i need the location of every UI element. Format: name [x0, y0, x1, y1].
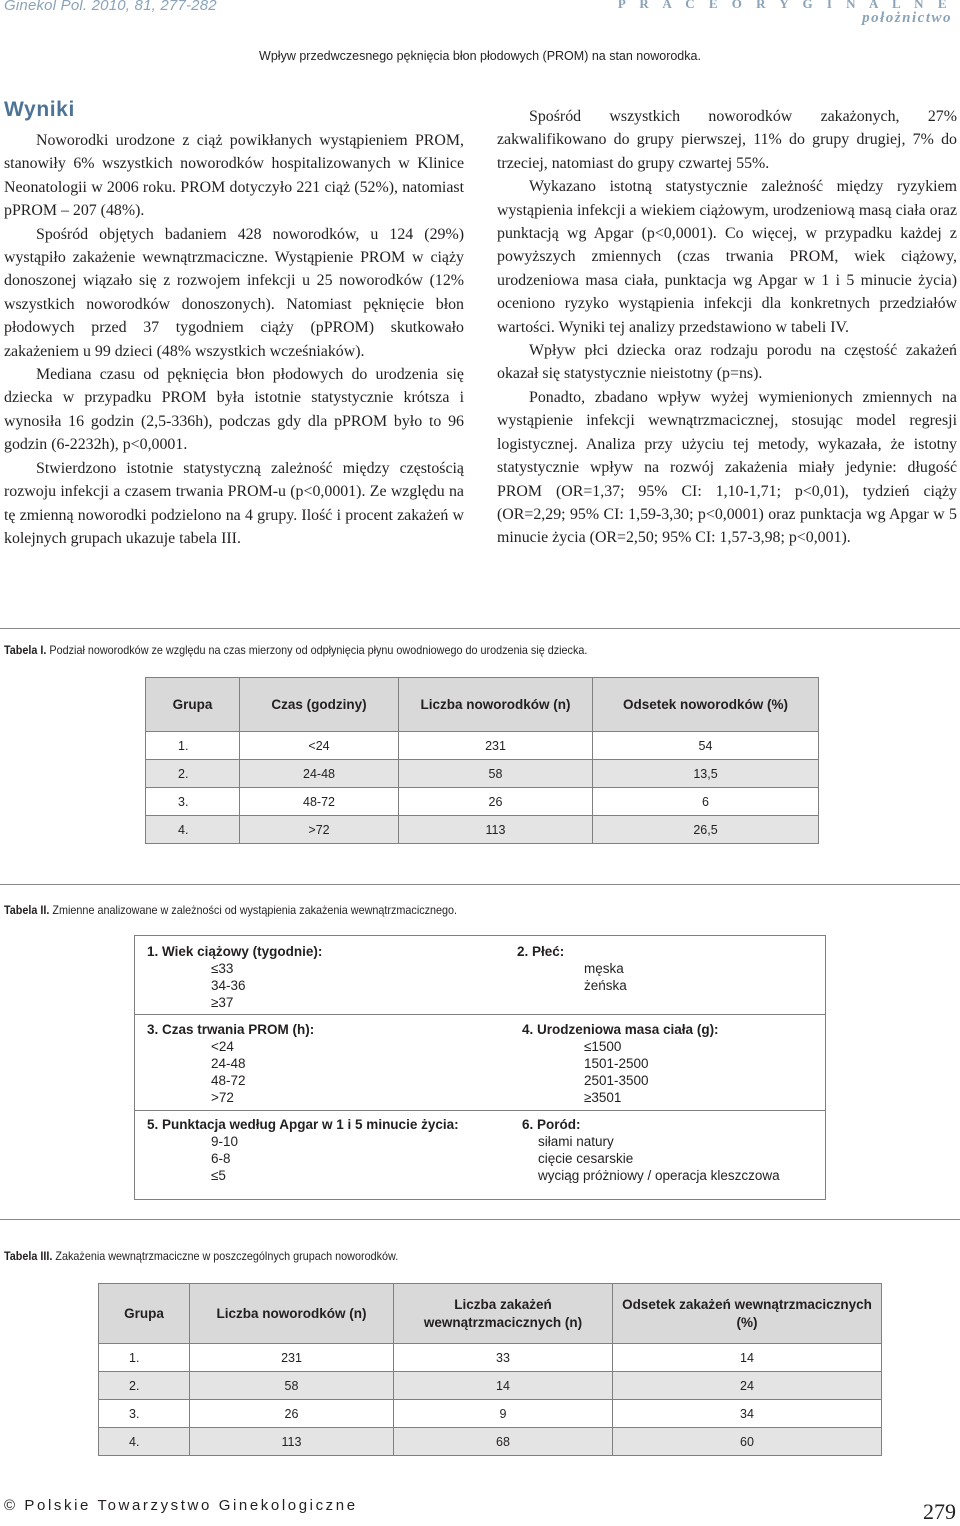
- table-header: Grupa: [146, 678, 240, 732]
- table-caption-text: Podział noworodków ze względu na czas mierzony od odpłynięcia płynu owodniowego do urodzenia się dziecka.: [49, 643, 588, 657]
- variable-item: siłami natury: [538, 1134, 614, 1149]
- row-divider: [135, 1110, 825, 1111]
- table-cell: 33: [394, 1344, 613, 1372]
- paragraph: Stwierdzono istotnie statystyczną zależność między częstością rozwoju infekcji a czasem trwania PROM-u (p<0,0001). Ze względu na tę zmienną noworodki podzielono na 4 grupy. Ilość i procent zakażeń w kolejnych grupach ukazuje tabela III.: [4, 459, 464, 547]
- table-header: Grupa: [99, 1284, 190, 1344]
- paragraph: Spośród objętych badaniem 428 noworodków, u 124 (29%) wystąpiło zakażenie wewnątrzmaciczne. Wystąpienie PROM w ciąży donoszonej wiązało się z rozwojem infekcji u 25 noworodków (12% wszystkich noworodków donoszonych). Natomiast pęknięcie błon płodowych przed 37 tygodniem ciąży (pPROM) skutkowało zakażeniem u 99 dzieci (48% wszystkich wcześniaków).: [4, 225, 464, 360]
- table-cell: <24: [240, 732, 399, 760]
- table-row: [146, 816, 819, 844]
- table-cell: 14: [613, 1344, 882, 1372]
- table-row: [99, 1400, 882, 1428]
- table-label: Tabela III.: [4, 1249, 53, 1263]
- table-header: Czas (godziny): [240, 678, 399, 732]
- table-row: [99, 1372, 882, 1400]
- variable-title: 1. Wiek ciążowy (tygodnie):: [147, 944, 323, 959]
- table-cell: 2.: [99, 1372, 190, 1400]
- running-title: Wpływ przedwczesnego pęknięcia błon płodowych (PROM) na stan noworodka.: [259, 49, 701, 63]
- table-cell: 2.: [146, 760, 240, 788]
- variable-item: ≥3501: [584, 1090, 622, 1105]
- paragraph: Wpływ płci dziecka oraz rodzaju porodu na częstość zakażeń okazał się statystycznie nieistotny (p=ns).: [497, 342, 957, 383]
- table-row: [146, 732, 819, 760]
- table-cell: 14: [394, 1372, 613, 1400]
- variable-item: 1501-2500: [584, 1056, 649, 1071]
- variable-block: [522, 1021, 719, 1106]
- variable-item: wyciąg próżniowy / operacja kleszczowa: [538, 1168, 780, 1183]
- table-row: [146, 760, 819, 788]
- table-cell: 231: [399, 732, 593, 760]
- variable-block: [147, 943, 322, 1011]
- publisher-footer: © Polskie Towarzystwo Ginekologiczne: [4, 1497, 358, 1514]
- table-header: Odsetek noworodków (%): [593, 678, 819, 732]
- variable-block: [147, 1021, 314, 1106]
- table-header: Liczba noworodków (n): [399, 678, 593, 732]
- table-cell: 4.: [146, 816, 240, 844]
- table-cell: 113: [399, 816, 593, 844]
- table-caption: [4, 1249, 398, 1263]
- table-cell: 231: [190, 1344, 394, 1372]
- table-1: [145, 677, 819, 844]
- table-cell: 13,5: [593, 760, 819, 788]
- table-cell: 48-72: [240, 788, 399, 816]
- variable-item: żeńska: [584, 978, 627, 993]
- table-label: Tabela I.: [4, 643, 47, 657]
- variable-block: [522, 1116, 780, 1184]
- table-cell: 68: [394, 1428, 613, 1456]
- page-number: 279: [923, 1499, 956, 1524]
- variable-item: ≤33: [211, 961, 234, 976]
- table-cell: 3.: [146, 788, 240, 816]
- table-cell: 58: [399, 760, 593, 788]
- table-divider: [0, 628, 960, 629]
- paragraph: Noworodki urodzone z ciąż powikłanych wystąpieniem PROM, stanowiły 6% wszystkich noworodków hospitalizowanych w Klinice Neonatologii w 2006 roku. PROM dotyczyło 221 ciąż (52%), natomiast pPROM – 207 (48%).: [4, 132, 464, 220]
- variable-item: męska: [584, 961, 624, 976]
- table-label: Tabela II.: [4, 903, 50, 917]
- table-row: [99, 1428, 882, 1456]
- table-cell: 26,5: [593, 816, 819, 844]
- table-cell: 60: [613, 1428, 882, 1456]
- variable-item: 9-10: [211, 1134, 239, 1149]
- table-caption: [4, 903, 457, 917]
- paragraph: Wykazano istotną statystycznie zależność między ryzykiem wystąpienia infekcji a wiekiem ciążowym, urodzeniową masą ciała oraz punktacją wg Apgar (p<0,0001). Co więcej, w przypadku każdej z powyższych zmiennych (czas trwania PROM, wiek ciążowy, urodzeniowa masa ciała, punktacja wg Apgar w 1 i 5 minucie życia) oceniono ryzyko wystąpienia infekcji dla konkretnych przedziałów wartości. Wyniki tej analizy przedstawiono w tabeli IV.: [497, 178, 957, 336]
- section-title: P R A C E O R Y G I N A L N E: [617, 0, 952, 11]
- table-cell: 26: [190, 1400, 394, 1428]
- row-divider: [135, 1014, 825, 1015]
- right-column: [497, 105, 957, 550]
- variable-block: [517, 943, 627, 994]
- variable-item: >72: [211, 1090, 234, 1105]
- variable-title: 4. Urodzeniowa masa ciała (g):: [522, 1022, 719, 1037]
- variable-block: [147, 1116, 459, 1184]
- table-header: Liczba noworodków (n): [190, 1284, 394, 1344]
- section-subtitle: położnictwo: [862, 10, 952, 26]
- table-caption-text: Zmienne analizowane w zależności od wystąpienia zakażenia wewnątrzmacicznego.: [52, 903, 458, 917]
- variable-item: <24: [211, 1039, 234, 1054]
- variable-item: 34-36: [211, 978, 246, 993]
- table-header: Liczba zakażeń wewnątrzmacicznych (n): [394, 1284, 613, 1344]
- variable-item: ≤1500: [584, 1039, 622, 1054]
- table-cell: 24: [613, 1372, 882, 1400]
- variable-item: 24-48: [211, 1056, 246, 1071]
- table-cell: 113: [190, 1428, 394, 1456]
- variable-title: 6. Poród:: [522, 1117, 581, 1132]
- table-cell: 26: [399, 788, 593, 816]
- table-caption: [4, 643, 587, 657]
- variable-item: ≥37: [211, 995, 234, 1010]
- table-cell: 24-48: [240, 760, 399, 788]
- paragraph: Mediana czasu od pęknięcia błon płodowych do urodzenia się dziecka w przypadku PROM była istotnie statystycznie krótsza i wynosiła 16 godzin (2,5-336h), podczas gdy dla pPROM było to 96 godzin (6-2232h), p<0,0001.: [4, 366, 464, 454]
- table-cell: 34: [613, 1400, 882, 1428]
- table-cell: 58: [190, 1372, 394, 1400]
- table-divider: [0, 884, 960, 885]
- table-row: [146, 788, 819, 816]
- table-cell: 3.: [99, 1400, 190, 1428]
- variable-item: 6-8: [211, 1151, 231, 1166]
- table-cell: 54: [593, 732, 819, 760]
- paragraph: Spośród wszystkich noworodków zakażonych, 27% zakwalifikowano do grupy pierwszej, 11% do grupy drugiej, 7% do trzeciej, natomiast do grupy czwartej 55%.: [497, 108, 957, 172]
- variable-item: 48-72: [211, 1073, 246, 1088]
- table-cell: 4.: [99, 1428, 190, 1456]
- section-heading: Wyniki: [4, 98, 75, 121]
- table-cell: 1.: [146, 732, 240, 760]
- variable-title: 3. Czas trwania PROM (h):: [147, 1022, 315, 1037]
- variable-title: 2. Płeć:: [517, 944, 565, 959]
- variable-item: cięcie cesarskie: [538, 1151, 634, 1166]
- journal-citation: Ginekol Pol. 2010, 81, 277-282: [4, 0, 217, 14]
- table-cell: >72: [240, 816, 399, 844]
- table-divider: [0, 1219, 960, 1220]
- table-row: [99, 1344, 882, 1372]
- table-3: [98, 1283, 882, 1456]
- table-cell: 9: [394, 1400, 613, 1428]
- paragraph: Ponadto, zbadano wpływ wyżej wymienionych zmiennych na wystąpienie infekcji wewnątrzmacicznej, stosując model regresji logistycznej. Analiza przy użyciu tej metody, wykazała, że istotny statystycznie wpływ na rozwój zakażenia miały jedynie: długość PROM (OR=1,37; 95% CI: 1,10-1,71; p<0,01), tydzień ciąży (OR=2,29; 95% CI: 1,59-3,30; p<0,0001) oraz punktacja wg Apgar w 5 minucie życia (OR=2,50; 95% CI: 1,57-3,98; p<0,001).: [497, 388, 957, 547]
- table-2: [134, 935, 826, 1200]
- table-cell: 1.: [99, 1344, 190, 1372]
- variable-item: ≤5: [211, 1168, 226, 1183]
- table-header: Odsetek zakażeń wewnątrzmacicznych (%): [613, 1284, 882, 1344]
- variable-title: 5. Punktacja według Apgar w 1 i 5 minucie życia:: [147, 1117, 459, 1132]
- section-label: [618, 0, 952, 27]
- left-column: [4, 129, 464, 550]
- table-cell: 6: [593, 788, 819, 816]
- variable-item: 2501-3500: [584, 1073, 649, 1088]
- table-caption-text: Zakażenia wewnątrzmaciczne w poszczególnych grupach noworodków.: [55, 1249, 399, 1263]
